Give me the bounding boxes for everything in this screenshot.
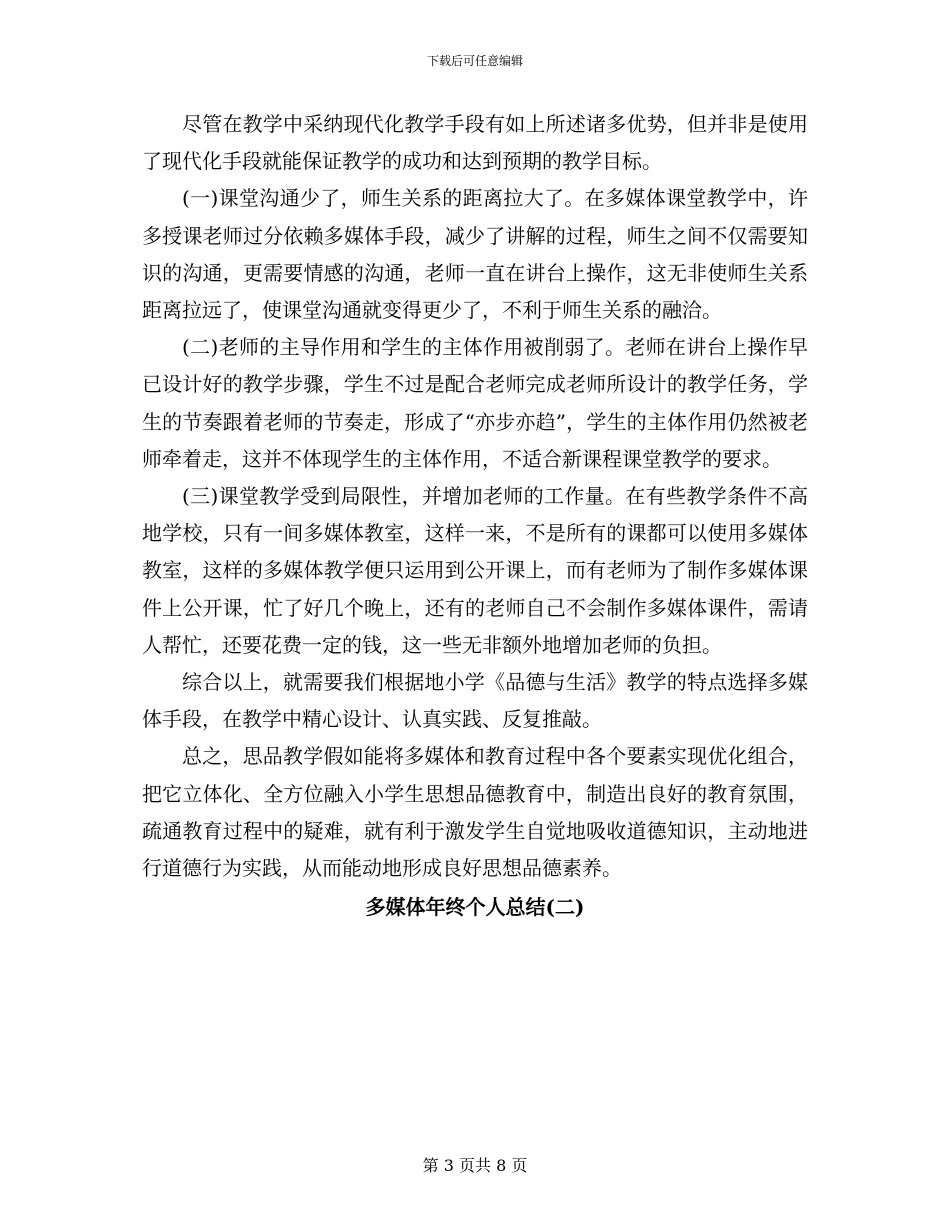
section-title: 多媒体年终个人总结(二) bbox=[365, 895, 585, 920]
paragraph-intro: 尽管在教学中采纳现代化教学手段有如上所述诸多优势，但并非是使用了现代化手段就能保证教学的成功和达到预期的教学目标。 bbox=[142, 112, 808, 174]
paragraph-point-1: (一)课堂沟通少了，师生关系的距离拉大了。在多媒体课堂教学中，许多授课老师过分依赖多媒体手段，减少了讲解的过程，师生之间不仅需要知识的沟通，更需要情感的沟通，老师一直在讲台上操作，这无非使师生关系距离拉远了，使课堂沟通就变得更少了，不利于师生关系的融洽。 bbox=[142, 186, 808, 323]
paragraph-point-3: (三)课堂教学受到局限性，并增加老师的工作量。在有些教学条件不高地学校，只有一间多媒体教室，这样一来，不是所有的课都可以使用多媒体教室，这样的多媒体教学便只运用到公开课上，而有老师为了制作多媒体课件上公开课，忙了好几个晚上，还有的老师自己不会制作多媒体课件，需请人帮忙，还要花费一定的钱，这一些无非额外地增加老师的负担。 bbox=[142, 484, 808, 657]
document-body bbox=[142, 106, 808, 926]
paragraph-summary: 综合以上，就需要我们根据地小学《品德与生活》教学的特点选择多媒体手段，在教学中精心设计、认真实践、反复推敲。 bbox=[142, 670, 808, 732]
page-number: 第 3 页共 8 页 bbox=[422, 1156, 528, 1175]
paragraph-point-2: (二)老师的主导作用和学生的主体作用被削弱了。老师在讲台上操作早已设计好的教学步骤，学生不过是配合老师完成老师所设计的教学任务，学生的节奏跟着老师的节奏走，形成了“亦步亦趋”，学生的主体作用仍然被老师牵着走，这并不体现学生的主体作用，不适合新课程课堂教学的要求。 bbox=[142, 335, 808, 471]
paragraph-conclusion: 总之，思品教学假如能将多媒体和教育过程中各个要素实现优化组合，把它立体化、全方位融入小学生思想品德教育中，制造出良好的教育氛围，疏通教育过程中的疑难，就有利于激发学生自觉地吸收道德知识，主动地进行道德行为实践，从而能动地形成良好思想品德素养。 bbox=[142, 744, 808, 881]
page-header: 下载后可任意编辑 bbox=[426, 54, 523, 68]
